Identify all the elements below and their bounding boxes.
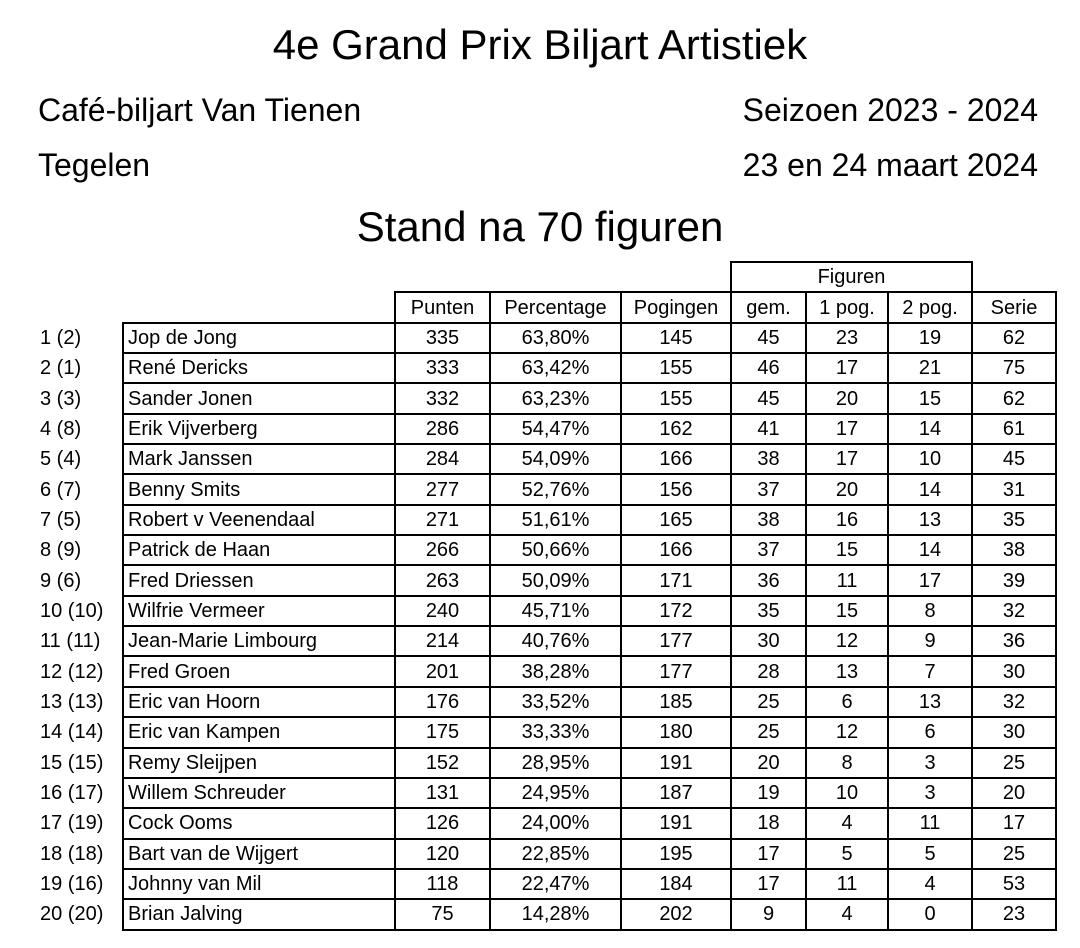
pog2-cell: 14: [888, 414, 972, 444]
gem-cell: 45: [731, 323, 806, 353]
table-row: [34, 383, 1056, 413]
serie-cell: 23: [972, 899, 1056, 929]
percentage-cell: 52,76%: [490, 474, 621, 504]
rank-cell: 6 (7): [40, 478, 82, 501]
group-header-row: [34, 262, 1056, 292]
rank-cell: 18 (18): [40, 842, 104, 865]
pog1-cell: 23: [806, 323, 888, 353]
player-name: Erik Vijverberg: [123, 414, 395, 444]
pogingen-cell: 180: [621, 717, 731, 747]
pog1-cell: 11: [806, 565, 888, 595]
player-name: Benny Smits: [123, 474, 395, 504]
event-dates: 23 en 24 maart 2024: [742, 147, 1038, 183]
pogingen-cell: 191: [621, 808, 731, 838]
table-row: [34, 414, 1056, 444]
pogingen-cell: 202: [621, 899, 731, 929]
player-name: Willem Schreuder: [123, 778, 395, 808]
percentage-cell: 63,42%: [490, 353, 621, 383]
pog1-cell: 20: [806, 383, 888, 413]
table-row: [34, 444, 1056, 474]
gem-cell: 36: [731, 565, 806, 595]
punten-cell: 131: [395, 778, 490, 808]
table-row: [34, 474, 1056, 504]
table-row: [34, 626, 1056, 656]
player-name: Eric van Hoorn: [123, 687, 395, 717]
gem-cell: 35: [731, 596, 806, 626]
column-header-serie: Serie: [972, 292, 1056, 322]
pog1-cell: 20: [806, 474, 888, 504]
player-name: Fred Driessen: [123, 565, 395, 595]
player-name: Mark Janssen: [123, 444, 395, 474]
pog2-cell: 14: [888, 474, 972, 504]
figuren-group-header: Figuren: [731, 262, 972, 292]
player-name: Brian Jalving: [123, 899, 395, 929]
punten-cell: 286: [395, 414, 490, 444]
rank-cell: 2 (1): [40, 357, 82, 380]
percentage-cell: 45,71%: [490, 596, 621, 626]
pog1-cell: 10: [806, 778, 888, 808]
player-name: Eric van Kampen: [123, 717, 395, 747]
punten-cell: 335: [395, 323, 490, 353]
serie-cell: 30: [972, 717, 1056, 747]
rank-cell: 5 (4): [40, 448, 82, 471]
pog1-cell: 12: [806, 626, 888, 656]
player-name: Jop de Jong: [123, 323, 395, 353]
punten-cell: 152: [395, 748, 490, 778]
table-row: [34, 596, 1056, 626]
player-name: Remy Sleijpen: [123, 748, 395, 778]
punten-cell: 333: [395, 353, 490, 383]
punten-cell: 214: [395, 626, 490, 656]
pogingen-cell: 177: [621, 626, 731, 656]
pog1-cell: 15: [806, 535, 888, 565]
table-row: [34, 565, 1056, 595]
pog2-cell: 5: [888, 839, 972, 869]
percentage-cell: 33,33%: [490, 717, 621, 747]
serie-cell: 30: [972, 656, 1056, 686]
percentage-cell: 33,52%: [490, 687, 621, 717]
percentage-cell: 54,47%: [490, 414, 621, 444]
pog1-cell: 5: [806, 839, 888, 869]
serie-cell: 32: [972, 596, 1056, 626]
pog2-cell: 13: [888, 505, 972, 535]
page-title: 4e Grand Prix Biljart Artistiek: [272, 21, 808, 68]
punten-cell: 277: [395, 474, 490, 504]
city: Tegelen: [38, 147, 151, 183]
punten-cell: 201: [395, 656, 490, 686]
pogingen-cell: 166: [621, 535, 731, 565]
punten-cell: 75: [395, 899, 490, 929]
pog1-cell: 4: [806, 899, 888, 929]
table-row: [34, 505, 1056, 535]
percentage-cell: 51,61%: [490, 505, 621, 535]
pog2-cell: 7: [888, 656, 972, 686]
column-header-2-pog: 2 pog.: [888, 292, 972, 322]
punten-cell: 284: [395, 444, 490, 474]
standings-table: [34, 261, 1057, 931]
pogingen-cell: 145: [621, 323, 731, 353]
pog1-cell: 4: [806, 808, 888, 838]
serie-cell: 25: [972, 748, 1056, 778]
pog2-cell: 15: [888, 383, 972, 413]
player-name: Jean-Marie Limbourg: [123, 626, 395, 656]
pog1-cell: 17: [806, 414, 888, 444]
pog1-cell: 16: [806, 505, 888, 535]
rank-cell: 12 (12): [40, 660, 104, 683]
pogingen-cell: 156: [621, 474, 731, 504]
percentage-cell: 24,00%: [490, 808, 621, 838]
percentage-cell: 22,85%: [490, 839, 621, 869]
pog2-cell: 13: [888, 687, 972, 717]
pog2-cell: 14: [888, 535, 972, 565]
gem-cell: 30: [731, 626, 806, 656]
rank-cell: 3 (3): [40, 387, 82, 410]
column-header-percentage: Percentage: [490, 292, 621, 322]
rank-cell: 1 (2): [40, 326, 82, 349]
rank-cell: 16 (17): [40, 782, 104, 805]
player-name: Robert v Veenendaal: [123, 505, 395, 535]
table-row: [34, 323, 1056, 353]
pog2-cell: 21: [888, 353, 972, 383]
gem-cell: 37: [731, 535, 806, 565]
percentage-cell: 63,23%: [490, 383, 621, 413]
serie-cell: 62: [972, 383, 1056, 413]
pogingen-cell: 195: [621, 839, 731, 869]
percentage-cell: 24,95%: [490, 778, 621, 808]
pog2-cell: 0: [888, 899, 972, 929]
percentage-cell: 14,28%: [490, 899, 621, 929]
pogingen-cell: 185: [621, 687, 731, 717]
punten-cell: 332: [395, 383, 490, 413]
punten-cell: 266: [395, 535, 490, 565]
pogingen-cell: 171: [621, 565, 731, 595]
punten-cell: 240: [395, 596, 490, 626]
rank-cell: 10 (10): [40, 599, 104, 622]
gem-cell: 46: [731, 353, 806, 383]
percentage-cell: 50,66%: [490, 535, 621, 565]
rank-cell: 7 (5): [40, 508, 82, 531]
pog1-cell: 11: [806, 869, 888, 899]
gem-cell: 41: [731, 414, 806, 444]
pog2-cell: 3: [888, 748, 972, 778]
rank-cell: 9 (6): [40, 569, 82, 592]
pog2-cell: 19: [888, 323, 972, 353]
table-row: [34, 656, 1056, 686]
standings-subtitle: Stand na 70 figuren: [356, 203, 724, 250]
gem-cell: 17: [731, 839, 806, 869]
column-header-gem: gem.: [731, 292, 806, 322]
column-header-pogingen: Pogingen: [621, 292, 731, 322]
gem-cell: 9: [731, 899, 806, 929]
gem-cell: 20: [731, 748, 806, 778]
serie-cell: 61: [972, 414, 1056, 444]
pog1-cell: 12: [806, 717, 888, 747]
rank-cell: 8 (9): [40, 539, 82, 562]
pog1-cell: 13: [806, 656, 888, 686]
pog1-cell: 6: [806, 687, 888, 717]
pogingen-cell: 162: [621, 414, 731, 444]
punten-cell: 175: [395, 717, 490, 747]
serie-cell: 20: [972, 778, 1056, 808]
table-row: [34, 687, 1056, 717]
rank-cell: 13 (13): [40, 690, 104, 713]
player-name: Sander Jonen: [123, 383, 395, 413]
pog1-cell: 17: [806, 353, 888, 383]
rank-cell: 4 (8): [40, 417, 82, 440]
rank-cell: 14 (14): [40, 721, 104, 744]
gem-cell: 19: [731, 778, 806, 808]
pog2-cell: 11: [888, 808, 972, 838]
percentage-cell: 63,80%: [490, 323, 621, 353]
percentage-cell: 54,09%: [490, 444, 621, 474]
pog2-cell: 9: [888, 626, 972, 656]
serie-cell: 17: [972, 808, 1056, 838]
table-row: [34, 839, 1056, 869]
table-row: [34, 869, 1056, 899]
pogingen-cell: 191: [621, 748, 731, 778]
rank-cell: 11 (11): [40, 630, 101, 653]
pog2-cell: 4: [888, 869, 972, 899]
table-row: [34, 808, 1056, 838]
punten-cell: 271: [395, 505, 490, 535]
pogingen-cell: 172: [621, 596, 731, 626]
punten-cell: 176: [395, 687, 490, 717]
punten-cell: 120: [395, 839, 490, 869]
table-row: [34, 353, 1056, 383]
serie-cell: 45: [972, 444, 1056, 474]
serie-cell: 62: [972, 323, 1056, 353]
pogingen-cell: 177: [621, 656, 731, 686]
table-row: [34, 748, 1056, 778]
player-name: René Dericks: [123, 353, 395, 383]
pogingen-cell: 166: [621, 444, 731, 474]
player-name: Wilfrie Vermeer: [123, 596, 395, 626]
rank-cell: 20 (20): [40, 903, 104, 926]
pogingen-cell: 187: [621, 778, 731, 808]
player-name: Johnny van Mil: [123, 869, 395, 899]
serie-cell: 31: [972, 474, 1056, 504]
gem-cell: 38: [731, 444, 806, 474]
column-header-punten: Punten: [395, 292, 490, 322]
serie-cell: 53: [972, 869, 1056, 899]
table-row: [34, 899, 1056, 929]
gem-cell: 37: [731, 474, 806, 504]
table-row: [34, 535, 1056, 565]
punten-cell: 118: [395, 869, 490, 899]
pog1-cell: 8: [806, 748, 888, 778]
serie-cell: 75: [972, 353, 1056, 383]
percentage-cell: 22,47%: [490, 869, 621, 899]
pogingen-cell: 155: [621, 353, 731, 383]
gem-cell: 38: [731, 505, 806, 535]
player-name: Bart van de Wijgert: [123, 839, 395, 869]
gem-cell: 25: [731, 717, 806, 747]
punten-cell: 263: [395, 565, 490, 595]
serie-cell: 36: [972, 626, 1056, 656]
percentage-cell: 50,09%: [490, 565, 621, 595]
gem-cell: 17: [731, 869, 806, 899]
pog2-cell: 10: [888, 444, 972, 474]
table-row: [34, 717, 1056, 747]
pogingen-cell: 165: [621, 505, 731, 535]
pog2-cell: 3: [888, 778, 972, 808]
serie-cell: 32: [972, 687, 1056, 717]
pog2-cell: 8: [888, 596, 972, 626]
table-row: [34, 778, 1056, 808]
pog1-cell: 15: [806, 596, 888, 626]
percentage-cell: 40,76%: [490, 626, 621, 656]
player-name: Patrick de Haan: [123, 535, 395, 565]
pog1-cell: 17: [806, 444, 888, 474]
venue-name: Café-biljart Van Tienen: [38, 92, 362, 128]
serie-cell: 35: [972, 505, 1056, 535]
rank-cell: 19 (16): [40, 873, 104, 896]
serie-cell: 39: [972, 565, 1056, 595]
gem-cell: 18: [731, 808, 806, 838]
pog2-cell: 17: [888, 565, 972, 595]
percentage-cell: 28,95%: [490, 748, 621, 778]
pogingen-cell: 155: [621, 383, 731, 413]
player-name: Fred Groen: [123, 656, 395, 686]
pog2-cell: 6: [888, 717, 972, 747]
gem-cell: 28: [731, 656, 806, 686]
rank-cell: 17 (19): [40, 812, 104, 835]
rank-cell: 15 (15): [40, 751, 104, 774]
serie-cell: 38: [972, 535, 1056, 565]
percentage-cell: 38,28%: [490, 656, 621, 686]
pogingen-cell: 184: [621, 869, 731, 899]
player-name: Cock Ooms: [123, 808, 395, 838]
serie-cell: 25: [972, 839, 1056, 869]
column-header-1-pog: 1 pog.: [806, 292, 888, 322]
gem-cell: 45: [731, 383, 806, 413]
column-header-row: [34, 292, 1056, 322]
season: Seizoen 2023 - 2024: [742, 92, 1038, 128]
gem-cell: 25: [731, 687, 806, 717]
punten-cell: 126: [395, 808, 490, 838]
